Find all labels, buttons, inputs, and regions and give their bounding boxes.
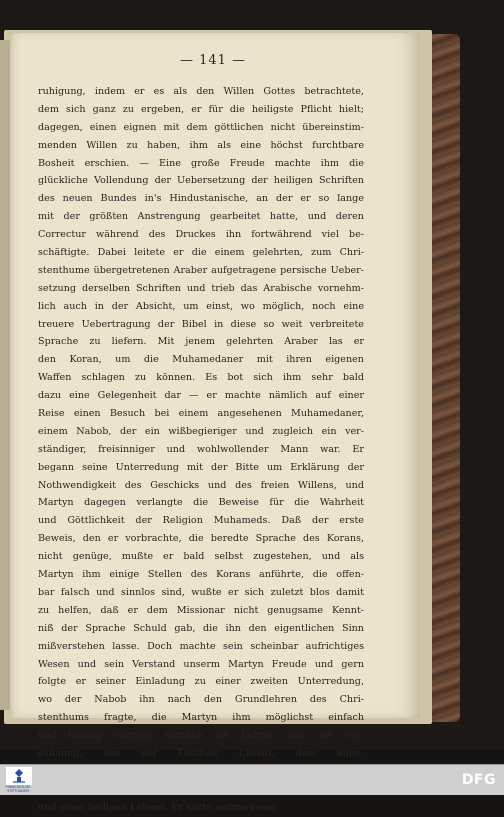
text-line: glückliche Vollendung der Uebersetzung der heiligen Schriften [38,175,364,187]
text-line: mißverstehen lasse. Doch machte sein scheinbar aufrichtiges [38,640,364,652]
text-line: dagegen, einen eignen mit dem göttlichen nicht übereinstim- [38,121,364,133]
text-line: Reise einen Besuch bei einem angesehenen Muhamedaner, [38,408,364,420]
previous-page-edge [0,40,10,710]
text-line: Bosheit erschien. — Eine große Freude machte ihm die [38,157,364,169]
text-line: stenthums fragte, die Martyn ihm möglichst einfach [38,712,364,724]
text-line: stenthume übergetretenen Araber aufgetragene persische Ueber- [38,264,364,276]
viewer-footer [0,764,504,795]
text-line: zu helfen, daß er dem Missionar nicht genugsame Kennt- [38,604,364,616]
text-line: folgte er seiner Einladung zu einer zweiten Unterredung, [38,676,364,688]
text-line: söhnung, von der Gottheit Christi, dem allge- [38,747,364,759]
text-line: einem Nabob, der ein wißbegieriger und zugleich ein ver- [38,425,364,437]
text-line: ruhigung, indem er es als den Willen Gottes betrachtete, [38,86,364,97]
text-line: ständiger, freisinniger und wohlwollender Mann war. Er [38,443,364,455]
text-line: setzung derselben Schriften und trieb das Arabische vornehm- [38,282,364,294]
text-line: und eines heiligen Lebens. Er hörte aufmerksam [38,801,276,813]
text-line: niß der Sprache Schuld gab, die ihn den eigentlichen Sinn [38,622,364,634]
text-line: Nothwendigkeit des Geschicks und des freien Willens, und [38,479,364,491]
dfg-logo: DFG [461,772,496,788]
text-line: Waffen schlagen zu können. Es bot sich ihm sehr bald [38,372,364,384]
text-line: menden Willen zu haben, ihm als eine höchst furchtbare [38,139,364,151]
library-name: FRANCKESCHE STIFTUNGEN [5,785,31,793]
text-line: Martyn dagegen verlangte die Beweise für die Wahrheit [38,497,364,509]
text-line: Martyn ihm einige Stellen des Korans anführte, die offen- [38,569,364,581]
text-line: begann seine Unterredung mit der Bitte um Erklärung der [38,461,364,473]
text-line: nicht genüge, mußte er bald selbst zugestehen, und als [38,551,364,563]
text-line: lich auch in der Absicht, um einst, wo möglich, noch eine [38,300,364,312]
text-line: Wesen und sein Verstand unserm Martyn Freude und gern [38,658,364,670]
text-line: schäftigte. Dabei leitete er die einem gelehrten, zum Chri- [38,247,364,259]
text-line: treuere Uebertragung der Bibel in diese so weit verbreitete [38,318,364,330]
text-line: des neuen Bundes in's Hindustanische, an der er so lange [38,193,364,205]
text-line: dazu eine Gelegenheit dar — er machte nämlich auf einer [38,390,364,402]
text-line: den Koran, um die Muhamedaner mit ihren eigenen [38,354,364,366]
text-line: Beweis, den er vorbrachte, die beredte Sprache des Korans, [38,533,364,545]
text-line: wo der Nabob ihn nach den Grundlehren des Chri- [38,694,364,706]
page-number: — 141 — [179,53,247,68]
text-line: Sprache zu liefern. Mit jenem gelehrten Araber las er [38,336,364,348]
text-line: bar falsch und sinnlos sind, wußte er sich zuletzt blos damit [38,586,364,598]
text-line: dem sich ganz zu ergeben, er für die heiligste Pflicht hielt; [38,103,364,115]
page-text [38,83,364,817]
text-line: und bündig vortrug, nämlich die Lehren von der Ver- [38,730,364,742]
text-line: mit der größten Anstrengung gearbeitet hatte, und deren [38,211,364,223]
text-line: Correctur während des Druckes ihn fortwährend viel be- [38,229,364,241]
text-line: und Göttlichkeit der Religion Muhameds. Daß der erste [38,515,364,527]
